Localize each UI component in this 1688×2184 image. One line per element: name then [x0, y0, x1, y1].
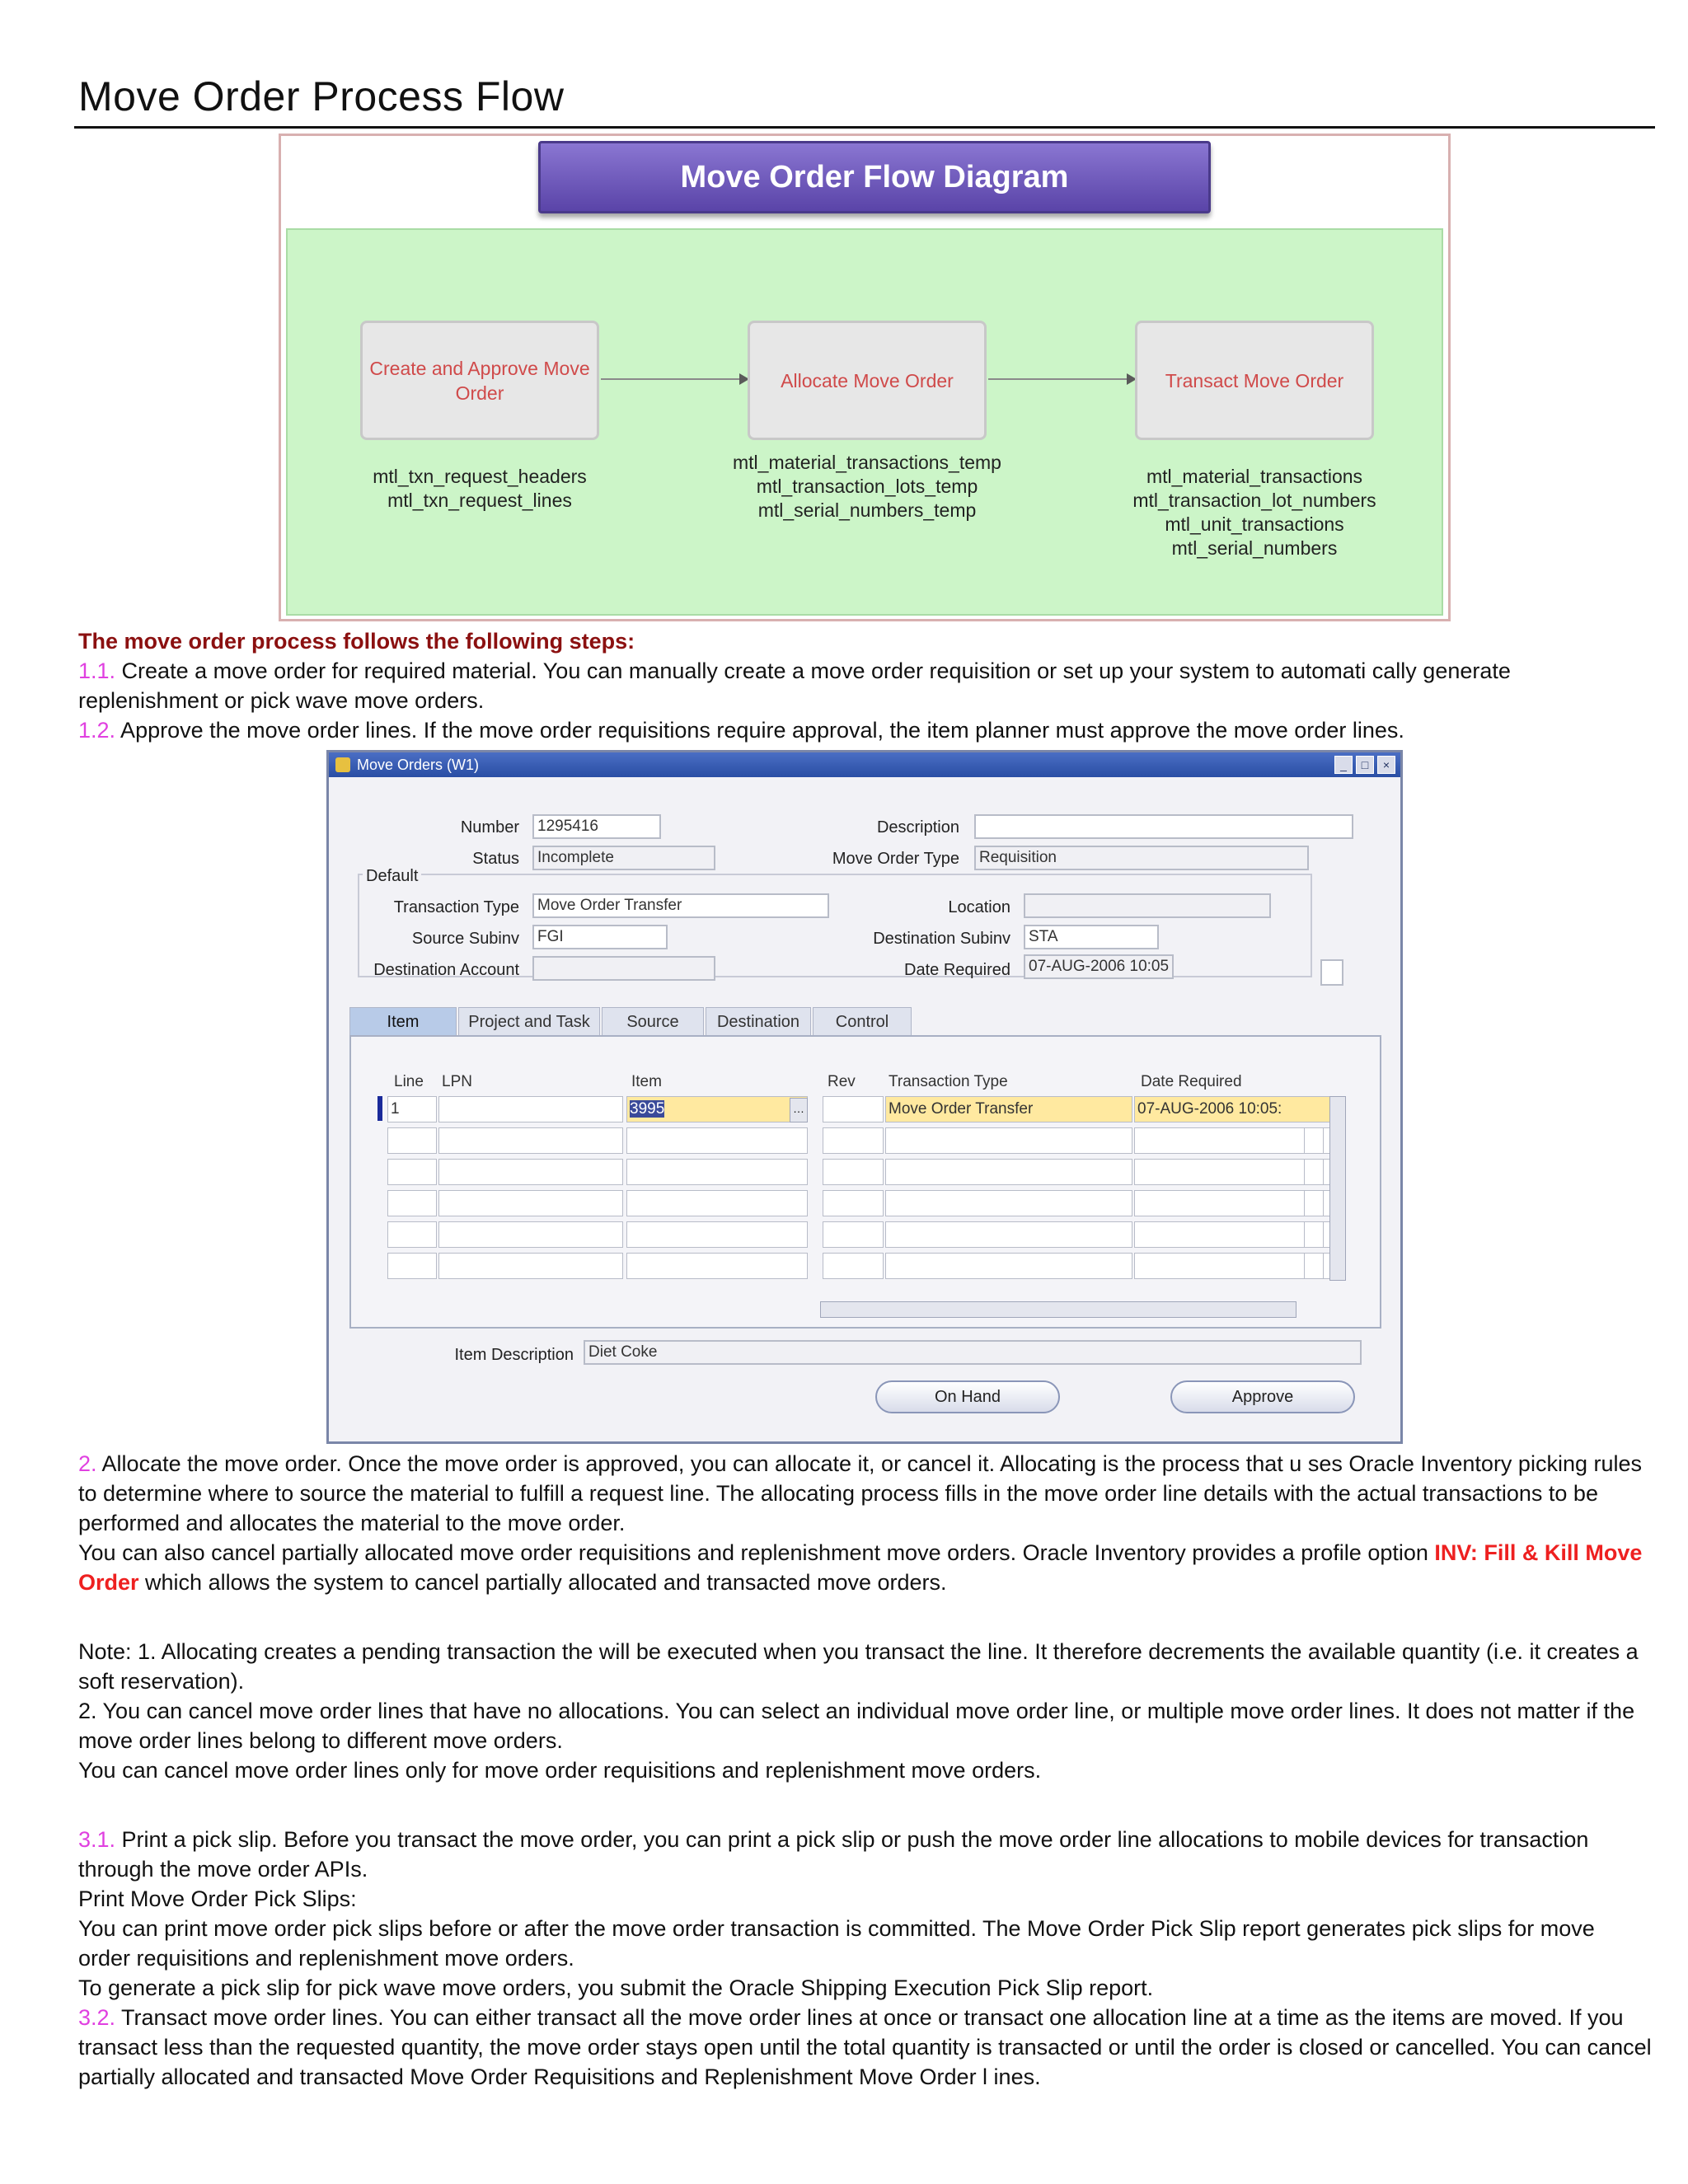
empty-grid-cell[interactable]	[626, 1159, 808, 1185]
default-label: Default	[363, 867, 421, 886]
step-3-1	[78, 1825, 1653, 1884]
col-line: Line	[394, 1073, 424, 1090]
pick-slip-paragraph-2: To generate a pick slip for pick wave move orders, you submit the Oracle Shipping Execution Pick Slip report.	[78, 1975, 1154, 2000]
empty-grid-cell[interactable]	[1134, 1159, 1330, 1185]
step-text: Allocate the move order. Once the move order is approved, you can allocate it, or cancel it. Allocating is the process that u ses Oracle Inventory picking rules to determine where to source the material to fulfill a request line. The allocating process fills in the move order line details with the actual transactions to be performed and allocates the material to the move order.	[78, 1451, 1643, 1535]
arrow-icon	[601, 378, 748, 380]
empty-grid-cell[interactable]	[885, 1127, 1132, 1154]
window-titlebar	[329, 752, 1400, 777]
row-date-required[interactable]: 07-AUG-2006 10:05:	[1134, 1096, 1330, 1122]
minimize-icon[interactable]: _	[1334, 756, 1353, 774]
move-order-type-label: Move Order Type	[832, 850, 959, 868]
table-name: mtl_material_transactions	[1146, 466, 1363, 487]
empty-grid-cell[interactable]	[626, 1127, 808, 1154]
empty-grid-cell[interactable]	[885, 1190, 1132, 1216]
tables-transact	[1106, 465, 1403, 560]
close-icon[interactable]: ×	[1377, 756, 1395, 774]
empty-grid-cell[interactable]	[1134, 1221, 1330, 1248]
row-rev[interactable]	[823, 1096, 884, 1122]
cancel-text-a: You can also cancel partially allocated move order requisitions and replenishment move orders. Oracle Inventory provides a profile option	[78, 1540, 1435, 1565]
note-line-2: 2. You can cancel move order lines that have no allocations. You can select an individual move order line, or multiple move order lines. It does not matter if the move order lines belong to different move orders.	[78, 1699, 1635, 1753]
steps-heading: The move order process follows the following steps:	[78, 629, 635, 654]
cancel-text-b: which allows the system to cancel partially allocated and transacted move orders.	[138, 1570, 947, 1595]
transaction-type-label: Transaction Type	[393, 898, 519, 916]
empty-grid-cell[interactable]	[885, 1253, 1132, 1279]
empty-grid-cell[interactable]	[885, 1159, 1132, 1185]
tab-destination[interactable]: Destination	[706, 1007, 811, 1035]
note-line-1: Note: 1. Allocating creates a pending transaction the will be executed when you transact the line. It therefore decrements the available quantity (i.e. it creates a soft reservation).	[78, 1639, 1639, 1694]
step-1-1	[78, 656, 1653, 715]
source-subinv-label: Source Subinv	[411, 930, 519, 948]
table-name: mtl_material_transactions_temp	[733, 452, 1001, 473]
step-text: Transact move order lines. You can either transact all the move order lines at once or transact one allocation line at a time as the items are moved. If you transact less than the requested quantity, the move order stays open until the total quantity is transacted or until the order is closed or cancelled. You can cancel partially allocated and transacted Move Order Requisitions and Replenishment Move Order l ines.	[78, 2005, 1652, 2089]
col-transaction-type: Transaction Type	[889, 1073, 1008, 1090]
step-number: 1.1.	[78, 658, 116, 683]
item-value: 3995	[630, 1100, 665, 1118]
approve-button[interactable]: Approve	[1170, 1380, 1355, 1413]
table-name: mtl_unit_transactions	[1165, 513, 1344, 535]
step-number: 2.	[78, 1451, 97, 1476]
horizontal-scrollbar[interactable]	[820, 1301, 1296, 1318]
empty-grid-cell[interactable]	[823, 1127, 884, 1154]
number-label: Number	[460, 818, 519, 837]
tab-source[interactable]: Source	[602, 1007, 704, 1035]
date-required-field[interactable]: 07-AUG-2006 10:05	[1024, 954, 1174, 979]
empty-grid-cell[interactable]	[438, 1159, 623, 1185]
maximize-icon[interactable]: □	[1356, 756, 1374, 774]
empty-grid-cell[interactable]	[626, 1253, 808, 1279]
step-text: Print a pick slip. Before you transact the move order, you can print a pick slip or push the move order line allocations to mobile devices for transaction through the move order APIs.	[78, 1827, 1589, 1882]
row-flex-field[interactable]	[1304, 1127, 1324, 1154]
page-title: Move Order Process Flow	[78, 73, 565, 120]
descriptive-flex-field[interactable]	[1320, 959, 1343, 986]
table-name: mtl_txn_request_lines	[387, 490, 572, 511]
diagram-canvas	[286, 228, 1443, 616]
app-icon	[335, 757, 350, 772]
destination-account-label: Destination Account	[373, 961, 519, 979]
empty-grid-cell[interactable]	[387, 1159, 437, 1185]
tables-create	[331, 465, 628, 513]
empty-grid-cell[interactable]	[885, 1221, 1132, 1248]
step-label: Allocate Move Order	[781, 369, 954, 391]
empty-grid-cell[interactable]	[387, 1221, 437, 1248]
empty-grid-cell[interactable]	[1134, 1190, 1330, 1216]
pick-slip-heading: Print Move Order Pick Slips:	[78, 1886, 357, 1911]
step-3-2	[78, 2003, 1653, 2092]
empty-grid-cell[interactable]	[626, 1221, 808, 1248]
date-required-label: Date Required	[904, 961, 1010, 979]
step-transact	[1135, 321, 1374, 440]
row-flex-field[interactable]	[1304, 1159, 1324, 1185]
step-number: 3.1.	[78, 1827, 116, 1852]
empty-grid-cell[interactable]	[438, 1253, 623, 1279]
section-2	[78, 1449, 1653, 1597]
location-label: Location	[948, 898, 1010, 916]
tab-project-and-task[interactable]: Project and Task	[458, 1007, 600, 1035]
tab-item[interactable]: Item	[349, 1007, 457, 1035]
empty-grid-cell[interactable]	[626, 1190, 808, 1216]
col-rev: Rev	[828, 1073, 856, 1090]
allocate-paragraph	[78, 1449, 1653, 1538]
pick-slip-paragraph-1: You can print move order pick slips before or after the move order transaction is committed. The Move Order Pick Slip report generates pick slips for move order requisitions and replenishment move orders.	[78, 1916, 1595, 1971]
flow-diagram	[279, 134, 1451, 621]
step-number: 1.2.	[78, 718, 116, 743]
step-label: Create and Approve Move Order	[369, 357, 590, 404]
item-description-field[interactable]: Diet Coke	[584, 1340, 1362, 1365]
title-divider	[74, 126, 1655, 129]
row-item[interactable]	[626, 1096, 808, 1122]
table-name: mtl_transaction_lots_temp	[756, 476, 978, 497]
step-allocate	[748, 321, 987, 440]
table-name: mtl_txn_request_headers	[373, 466, 587, 487]
col-item: Item	[631, 1073, 662, 1090]
cancel-paragraph	[78, 1538, 1653, 1597]
destination-subinv-label: Destination Subinv	[873, 930, 1010, 948]
row-flex-field[interactable]	[1304, 1253, 1324, 1279]
row-lpn[interactable]	[438, 1096, 623, 1122]
arrow-icon	[988, 378, 1135, 380]
status-label: Status	[472, 850, 519, 868]
destination-account-field[interactable]	[532, 956, 715, 981]
col-lpn: LPN	[442, 1073, 472, 1090]
note-section	[78, 1637, 1653, 1785]
destination-subinv-field[interactable]: STA	[1024, 925, 1159, 949]
empty-grid-cell[interactable]	[823, 1190, 884, 1216]
lov-icon[interactable]: …	[790, 1098, 808, 1122]
empty-grid-cell[interactable]	[387, 1190, 437, 1216]
profile-option: INV: Fill & Kill Move Order	[78, 1540, 1643, 1595]
step-text: Create a move order for required material. You can manually create a move order requisition or set up your system to automati cally generate replenishment or pick wave move orders.	[78, 658, 1511, 713]
table-name: mtl_transaction_lot_numbers	[1132, 490, 1376, 511]
row-transaction-type[interactable]: Move Order Transfer	[885, 1096, 1132, 1122]
transaction-type-field[interactable]: Move Order Transfer	[532, 893, 829, 918]
description-field[interactable]	[974, 814, 1353, 839]
empty-grid-cell[interactable]	[438, 1190, 623, 1216]
status-field[interactable]: Incomplete	[532, 846, 715, 870]
tab-control[interactable]: Control	[813, 1007, 912, 1035]
step-1-2	[78, 715, 1653, 745]
location-field[interactable]	[1024, 893, 1271, 918]
on-hand-button[interactable]: On Hand	[875, 1380, 1060, 1413]
move-order-type-field[interactable]: Requisition	[974, 846, 1309, 870]
diagram-banner: Move Order Flow Diagram	[538, 141, 1211, 213]
step-text: Approve the move order lines. If the move order requisitions require approval, the item planner must approve the move order lines.	[115, 718, 1404, 743]
step-create-approve	[360, 321, 599, 440]
empty-grid-cell[interactable]	[823, 1253, 884, 1279]
empty-grid-cell[interactable]	[438, 1221, 623, 1248]
note-line-3: You can cancel move order lines only for move order requisitions and replenishment move orders.	[78, 1758, 1042, 1783]
step-number: 3.2.	[78, 2005, 116, 2030]
empty-grid-cell[interactable]	[823, 1159, 884, 1185]
intro-section	[78, 626, 1653, 745]
description-label: Description	[876, 818, 959, 837]
row-flex-field[interactable]	[1304, 1190, 1324, 1216]
empty-grid-cell[interactable]	[387, 1253, 437, 1279]
empty-grid-cell[interactable]	[1134, 1253, 1330, 1279]
empty-grid-cell[interactable]	[387, 1127, 437, 1154]
vertical-scrollbar[interactable]	[1329, 1096, 1346, 1281]
item-description-label: Item Description	[454, 1346, 574, 1364]
table-name: mtl_serial_numbers_temp	[757, 499, 977, 521]
window-title: Move Orders (W1)	[357, 757, 480, 773]
step-label: Transact Move Order	[1165, 369, 1344, 391]
source-subinv-field[interactable]: FGI	[532, 925, 668, 949]
current-record-indicator	[377, 1096, 382, 1121]
number-field[interactable]: 1295416	[532, 814, 661, 839]
section-3	[78, 1825, 1653, 2092]
row-line[interactable]: 1	[387, 1096, 437, 1122]
empty-grid-cell[interactable]	[1134, 1127, 1330, 1154]
empty-grid-cell[interactable]	[823, 1221, 884, 1248]
col-date-required: Date Required	[1141, 1073, 1242, 1090]
row-flex-field[interactable]	[1304, 1221, 1324, 1248]
table-name: mtl_serial_numbers	[1171, 537, 1338, 559]
tables-allocate	[719, 451, 1015, 523]
empty-grid-cell[interactable]	[438, 1127, 623, 1154]
